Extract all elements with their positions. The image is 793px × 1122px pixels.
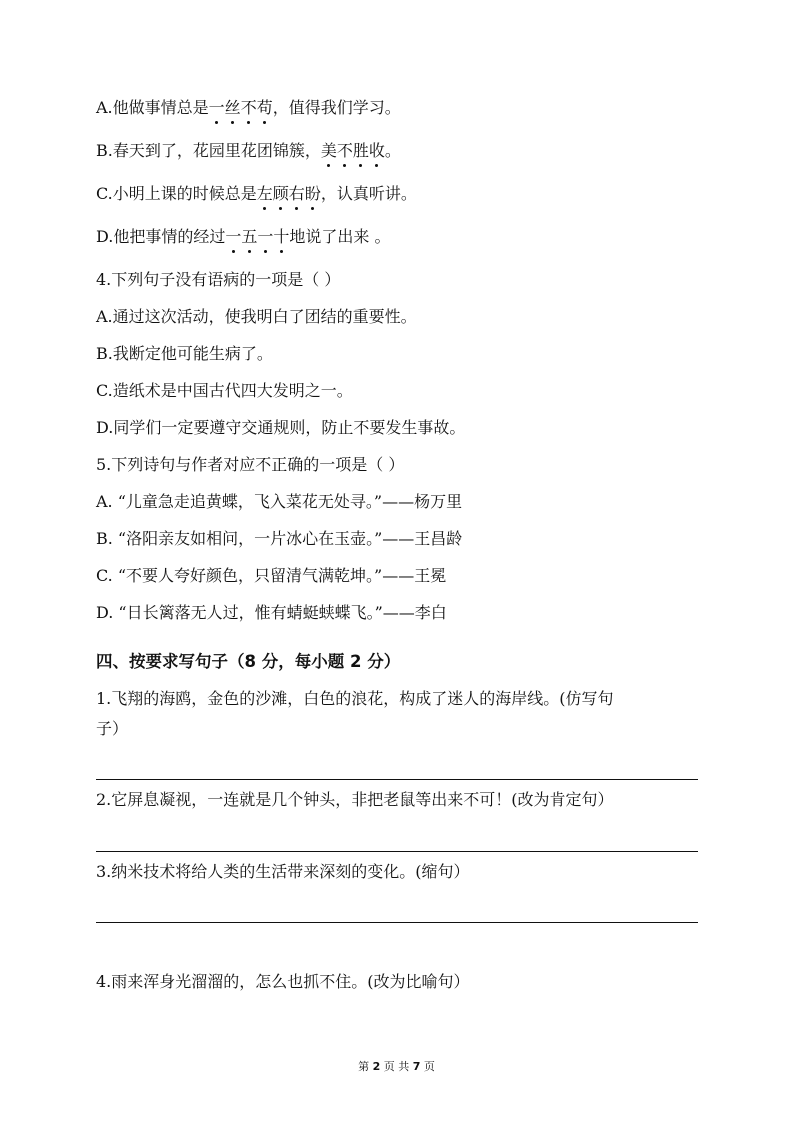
- answer-line-3[interactable]: [96, 922, 698, 923]
- page-number: 2: [372, 1060, 381, 1073]
- dotted-char: 五: [241, 227, 258, 246]
- q3-option-d: D.他把事情的经过一五一十地说了出来 。: [96, 227, 391, 246]
- section4-q2: 2.它屏息凝视，一连就是几个钟头，非把老鼠等出来不可！(改为肯定句）: [96, 790, 614, 809]
- page-footer: 第 2 页 共 7 页: [358, 1060, 435, 1073]
- q4-option-d: D.同学们一定要遵守交通规则，防止不要发生事故。: [96, 418, 466, 437]
- q3-option-a: A.他做事情总是一丝不苟，值得我们学习。: [96, 98, 401, 117]
- dotted-char: 丝: [224, 98, 241, 117]
- dotted-char: 右: [288, 184, 305, 203]
- dotted-char: 一: [225, 227, 242, 246]
- dotted-char: 一: [208, 98, 225, 117]
- q4-option-b: B.我断定他可能生病了。: [96, 344, 273, 363]
- q3-option-c: C.小明上课的时候总是左顾右盼，认真听讲。: [96, 184, 417, 203]
- dotted-char: 不: [240, 98, 257, 117]
- dotted-char: 不: [336, 141, 353, 160]
- section4-q1-line1: 1.飞翔的海鸥，金色的沙滩，白色的浪花，构成了迷人的海岸线。(仿写句: [96, 689, 614, 708]
- answer-line-1[interactable]: [96, 779, 698, 780]
- q3-option-b: B.春天到了，花园里花团锦簇，美不胜收。: [96, 141, 401, 160]
- q4-option-a: A.通过这次活动，使我明白了团结的重要性。: [96, 307, 417, 326]
- dotted-char: 美: [320, 141, 337, 160]
- q4-stem: 4.下列句子没有语病的一项是（ ）: [96, 270, 341, 289]
- answer-line-2[interactable]: [96, 851, 698, 852]
- dotted-char: 十: [273, 227, 290, 246]
- q5-option-a: A. “儿童急走追黄蝶，飞入菜花无处寻。”——杨万里: [96, 492, 463, 511]
- section-heading: 四、按要求写句子（8 分，每小题 2 分）: [96, 652, 401, 671]
- q5-option-c: C. “不要人夸好颜色，只留清气满乾坤。”——王冕: [96, 566, 447, 585]
- section4-q3: 3.纳米技术将给人类的生活带来深刻的变化。(缩句）: [96, 862, 470, 881]
- dotted-char: 左: [256, 184, 273, 203]
- dotted-char: 一: [257, 227, 274, 246]
- section4-q1-line2: 子）: [96, 719, 129, 738]
- q5-stem: 5.下列诗句与作者对应不正确的一项是（ ）: [96, 455, 405, 474]
- q4-option-c: C.造纸术是中国古代四大发明之一。: [96, 381, 353, 400]
- page-total: 7: [412, 1060, 421, 1073]
- dotted-char: 顾: [272, 184, 289, 203]
- dotted-char: 收: [368, 141, 385, 160]
- section4-q4: 4.雨来浑身光溜溜的，怎么也抓不住。(改为比喻句）: [96, 972, 470, 991]
- dotted-char: 苟: [256, 98, 273, 117]
- dotted-char: 胜: [352, 141, 369, 160]
- dotted-char: 盼: [304, 184, 321, 203]
- q5-option-b: B. “洛阳亲友如相问，一片冰心在玉壶。”——王昌龄: [96, 529, 463, 548]
- q5-option-d: D. “日长篱落无人过，惟有蜻蜓蛱蝶飞。”——李白: [96, 603, 447, 622]
